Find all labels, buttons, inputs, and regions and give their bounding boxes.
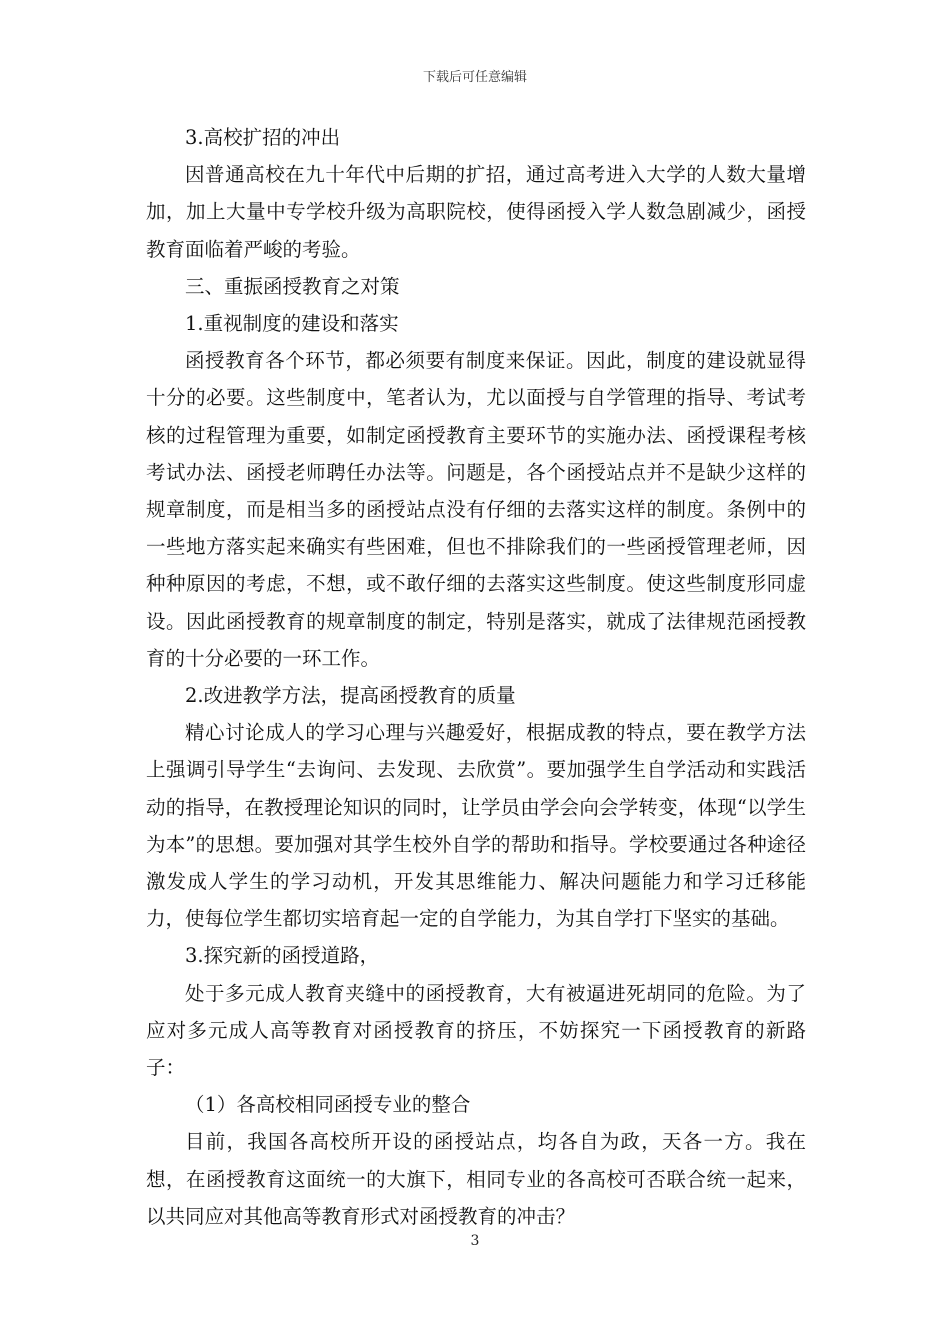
page-number: 3 — [470, 1233, 480, 1249]
section-heading: 三、重振函授教育之对策 — [185, 274, 400, 298]
document-body — [146, 119, 806, 1235]
section-heading: 3.高校扩招的冲出 — [185, 126, 341, 149]
body-paragraph: 精心讨论成人的学习心理与兴趣爱好，根据成教的特点，要在教学方法上强调引导学生“去询问、去发现、去欣赏”。要加强学生自学活动和实践活动的指导，在教授理论知识的同时，让学员由学会向会学转变，体现“以学生为本”的思想。要加强对其学生校外自学的帮助和指导。学校要通过各种途径激发成人学生的学习动机，开发其思维能力、解决问题能力和学习迁移能力，使每位学生都切实培育起一定的自学能力，为其自学打下坚实的基础。 — [146, 721, 806, 931]
body-paragraph: 目前，我国各高校所开设的函授站点，均各自为政，天各一方。我在想，在函授教育这面统一的大旗下，相同专业的各高校可否联合统一起来，以共同应对其他高等教育形式对函授教育的冲击？ — [146, 1130, 806, 1228]
section-heading: 2.改进教学方法，提高函授教育的质量 — [185, 684, 516, 708]
section-heading: （1）各高校相同函授专业的整合 — [185, 1093, 471, 1117]
page-header-note: 下载后可任意编辑 — [422, 70, 527, 85]
section-heading: 1.重视制度的建设和落实 — [185, 312, 399, 336]
body-paragraph: 函授教育各个环节，都必须要有制度来保证。因此，制度的建设就显得十分的必要。这些制度中，笔者认为，尤以面授与自学管理的指导、考试考核的过程管理为重要，如制定函授教育主要环节的实施办法、函授课程考核考试办法、函授老师聘任办法等。问题是，各个函授站点并不是缺少这样的规章制度，而是相当多的函授站点没有仔细的去落实这样的制度。条例中的一些地方落实起来确实有些困难，但也不排除我们的一些函授管理老师，因种种原因的考虑，不想，或不敢仔细的去落实这些制度。使这些制度形同虚设。因此函授教育的规章制度的制定，特别是落实，就成了法律规范函授教育的十分必要的一环工作。 — [146, 349, 806, 670]
body-paragraph: 因普通高校在九十年代中后期的扩招，通过高考进入大学的人数大量增加，加上大量中专学校升级为高职院校，使得函授入学人数急剧减少，函授教育面临着严峻的考验。 — [146, 163, 806, 261]
section-heading: 3.探究新的函授道路， — [185, 944, 380, 968]
body-paragraph: 处于多元成人教育夹缝中的函授教育，大有被逼进死胡同的危险。为了应对多元成人高等教育对函授教育的挤压，不妨探究一下函授教育的新路子： — [146, 981, 806, 1080]
